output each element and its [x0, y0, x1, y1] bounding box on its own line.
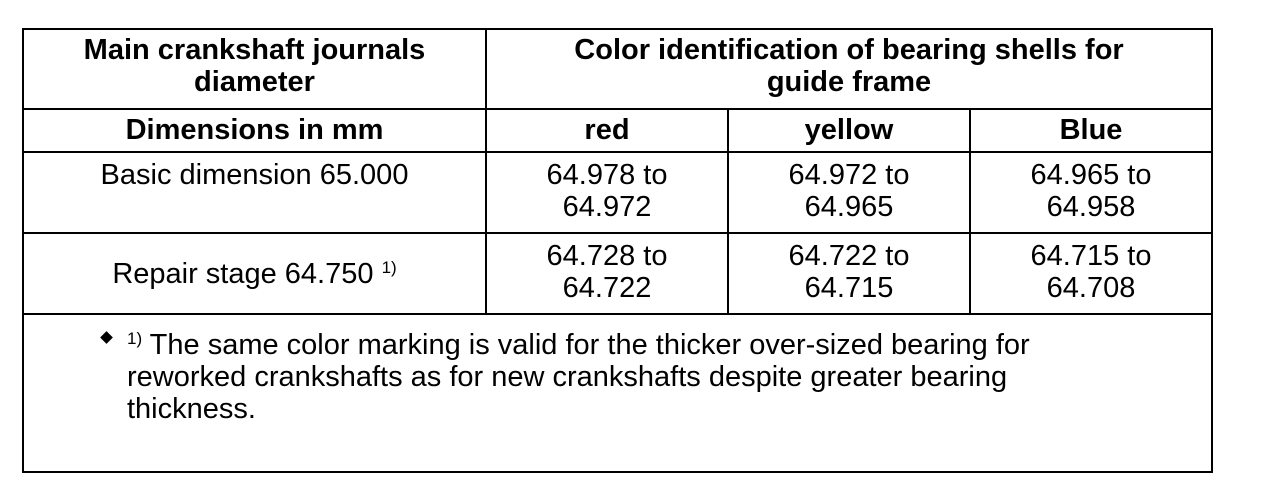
- header-color-identification: [486, 29, 1212, 109]
- header-row-1: [23, 29, 1212, 109]
- bearing-shell-table-page: [22, 28, 1211, 473]
- header-color-line1: Color identification of bearing shells for: [574, 34, 1124, 66]
- header-red: red: [486, 109, 728, 152]
- header-journals-line1: Main crankshaft journals: [83, 34, 426, 66]
- footnote-line1: [127, 329, 1171, 361]
- footnote-marker: 1): [127, 329, 143, 348]
- row-label-text: Basic dimension 65.000: [100, 159, 409, 191]
- diamond-bullet-icon: [100, 331, 113, 344]
- bearing-shell-color-table: [22, 28, 1213, 473]
- cell-yellow: [728, 233, 970, 314]
- header-row-2: [23, 109, 1212, 152]
- footnote-cell: [23, 314, 1212, 472]
- cell-blue-line1: 64.965 to: [1030, 159, 1152, 191]
- footnote-text-line3: thickness.: [127, 393, 256, 425]
- header-dimensions: Dimensions in mm: [23, 109, 486, 152]
- cell-red-line1: 64.978 to: [546, 159, 668, 191]
- header-yellow: yellow: [728, 109, 970, 152]
- cell-yellow: [728, 152, 970, 233]
- cell-yellow-line2: 64.715: [804, 272, 894, 304]
- header-journals-diameter: [23, 29, 486, 109]
- cell-red: [486, 152, 728, 233]
- cell-yellow-line1: 64.722 to: [788, 240, 910, 272]
- cell-blue-line2: 64.708: [1046, 272, 1136, 304]
- footnote-text-line2: reworked crankshafts as for new crankshafts despite greater bearing: [127, 361, 1008, 393]
- cell-yellow-line2: 64.965: [804, 191, 894, 223]
- cell-red-line2: 64.722: [562, 272, 652, 304]
- footnote-marker: 1): [381, 257, 397, 277]
- header-blue: Blue: [970, 109, 1212, 152]
- cell-yellow-line1: 64.972 to: [788, 159, 910, 191]
- footnote-row: [23, 314, 1212, 472]
- cell-blue: [970, 152, 1212, 233]
- table-row: [23, 152, 1212, 233]
- cell-blue-line1: 64.715 to: [1030, 240, 1152, 272]
- row-label-repair: [23, 233, 486, 314]
- cell-blue: [970, 233, 1212, 314]
- row-label-text: Repair stage 64.750: [112, 257, 374, 290]
- header-color-line2: guide frame: [766, 66, 932, 98]
- cell-red-line2: 64.972: [562, 191, 652, 223]
- table-row: [23, 233, 1212, 314]
- cell-blue-line2: 64.958: [1046, 191, 1136, 223]
- header-journals-line2: diameter: [194, 66, 315, 98]
- row-label-basic: [23, 152, 486, 233]
- cell-red-line1: 64.728 to: [546, 240, 668, 272]
- cell-red: [486, 233, 728, 314]
- footnote-text-line1: The same color marking is valid for the thicker over-sized bearing for: [149, 329, 1030, 361]
